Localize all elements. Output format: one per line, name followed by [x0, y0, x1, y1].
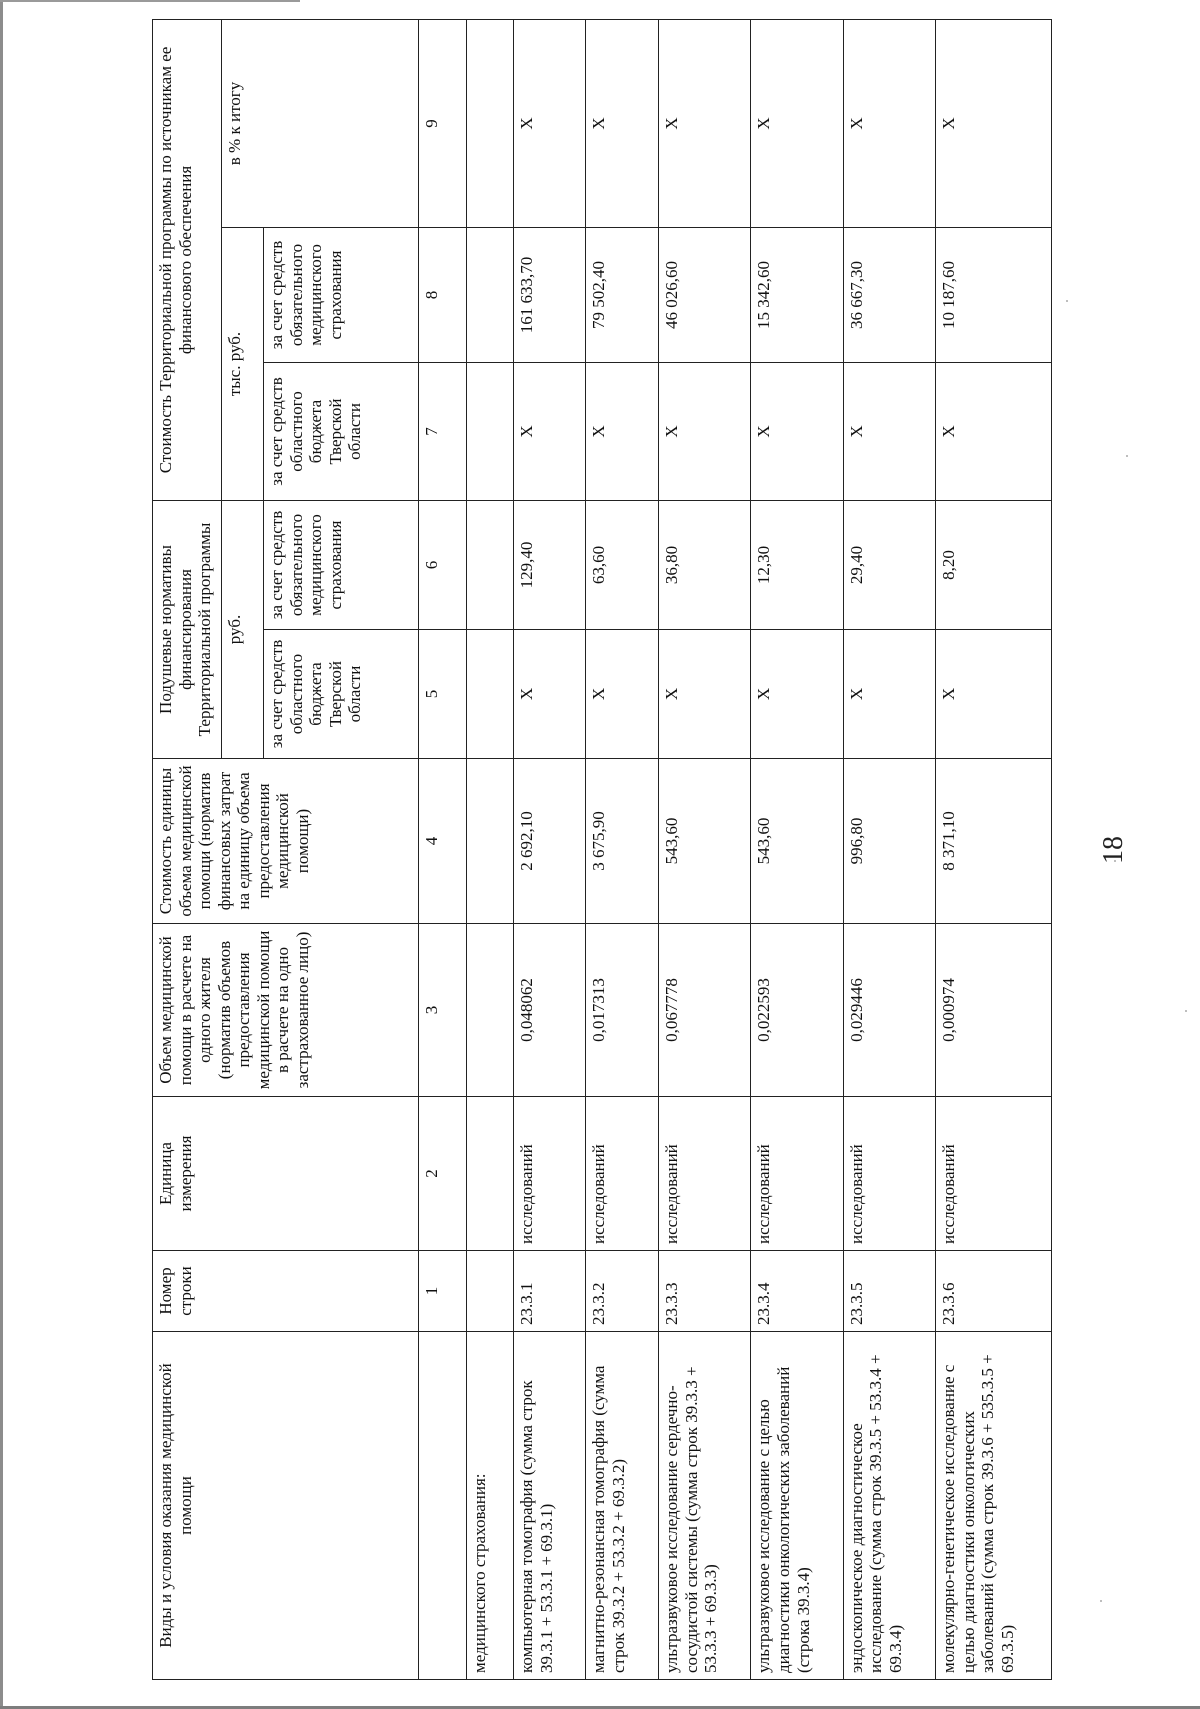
section-empty-cell — [466, 362, 513, 500]
header-pc-oms: за счет средств обязательного медицинского страхования — [263, 500, 418, 629]
header-pc-budget: за счет средств областного бюджета Тверской области — [263, 630, 418, 759]
row-tc-budget: X — [513, 362, 585, 500]
table-row — [513, 19, 585, 1679]
header-percent: в % к итогу — [221, 19, 419, 227]
row-volume: 0,000974 — [936, 924, 1052, 1097]
row-name: ультразвуковое исследование сердечно-сосудистой системы (сумма строк 39.3.3 + 53.3.3 + 69.3.3) — [658, 1332, 750, 1680]
column-number-cell: 6 — [419, 500, 466, 629]
section-empty-cell — [466, 924, 513, 1097]
tariff-table — [152, 19, 1052, 1680]
row-tc-budget: X — [586, 362, 658, 500]
column-number-cell: 3 — [419, 924, 466, 1097]
section-empty-cell — [466, 227, 513, 362]
row-volume: 0,017313 — [586, 924, 658, 1097]
row-unit: исследований — [751, 1097, 843, 1251]
row-unit-cost: 543,60 — [751, 759, 843, 924]
row-tc-oms: 10 187,60 — [936, 227, 1052, 362]
column-number-cell: 1 — [419, 1251, 466, 1332]
row-volume: 0,022593 — [751, 924, 843, 1097]
row-unit: исследований — [513, 1097, 585, 1251]
row-percent: X — [658, 19, 750, 227]
row-unit-cost: 2 692,10 — [513, 759, 585, 924]
column-number-cell — [419, 1332, 466, 1680]
row-tc-oms: 46 026,60 — [658, 227, 750, 362]
row-percent: X — [936, 19, 1052, 227]
table-row — [751, 19, 843, 1679]
section-label: медицинского страхования: — [466, 1332, 513, 1680]
column-number-row — [419, 19, 466, 1679]
row-line-number: 23.3.2 — [586, 1251, 658, 1332]
section-empty-cell — [466, 759, 513, 924]
header-kinds: Виды и условия оказания медицинской помощи — [153, 1332, 419, 1680]
row-pc-oms: 63,60 — [586, 500, 658, 629]
section-empty-cell — [466, 630, 513, 759]
row-unit-cost: 3 675,90 — [586, 759, 658, 924]
row-pc-oms: 36,80 — [658, 500, 750, 629]
row-pc-oms: 12,30 — [751, 500, 843, 629]
row-tc-budget: X — [843, 362, 935, 500]
row-line-number: 23.3.6 — [936, 1251, 1052, 1332]
header-unit-cost: Стоимость единицы объема медицинской помощи (норматив финансовых затрат на единицу объема предоставления медицинской помощи) — [153, 759, 419, 924]
header-tc-budget: за счет средств областного бюджета Тверской области — [263, 362, 418, 500]
row-unit-cost: 996,80 — [843, 759, 935, 924]
row-tc-budget: X — [936, 362, 1052, 500]
column-number-cell: 9 — [419, 19, 466, 227]
table-row — [936, 19, 1052, 1679]
header-unit: Единица измерения — [153, 1097, 419, 1251]
row-tc-oms: 161 633,70 — [513, 227, 585, 362]
row-pc-budget: X — [843, 630, 935, 759]
table-row — [658, 19, 750, 1679]
row-percent: X — [586, 19, 658, 227]
row-line-number: 23.3.1 — [513, 1251, 585, 1332]
row-pc-oms: 129,40 — [513, 500, 585, 629]
header-unit-rub: руб. — [221, 500, 263, 758]
section-empty-cell — [466, 500, 513, 629]
row-pc-budget: X — [513, 630, 585, 759]
column-number-cell: 2 — [419, 1097, 466, 1251]
row-pc-budget: X — [936, 630, 1052, 759]
row-unit-cost: 8 371,10 — [936, 759, 1052, 924]
section-empty-cell — [466, 19, 513, 227]
row-unit: исследований — [843, 1097, 935, 1251]
row-pc-budget: X — [586, 630, 658, 759]
section-empty-cell — [466, 1251, 513, 1332]
scan-left-edge — [0, 0, 3, 1709]
row-line-number: 23.3.4 — [751, 1251, 843, 1332]
row-tc-budget: X — [751, 362, 843, 500]
row-unit-cost: 543,60 — [658, 759, 750, 924]
header-per-capita: Подушевые нормативы финансирования Территориальной программы — [153, 500, 222, 758]
column-number-cell: 5 — [419, 630, 466, 759]
row-pc-oms: 29,40 — [843, 500, 935, 629]
row-volume: 0,048062 — [513, 924, 585, 1097]
row-name: компьютерная томография (сумма строк 39.3.1 + 53.3.1 + 69.3.1) — [513, 1332, 585, 1680]
page-number: 18 — [1098, 836, 1129, 864]
row-percent: X — [751, 19, 843, 227]
row-percent: X — [843, 19, 935, 227]
row-unit: исследований — [586, 1097, 658, 1251]
row-tc-budget: X — [658, 362, 750, 500]
header-volume: Объем медицинской помощи в расчете на одного жителя (норматив объемов предоставления медицинской помощи в расчете на одно застрахованное лицо) — [153, 924, 419, 1097]
scan-top-edge — [0, 0, 300, 2]
row-pc-budget: X — [751, 630, 843, 759]
section-row — [466, 19, 513, 1679]
header-line-number: Номер строки — [153, 1251, 419, 1332]
section-empty-cell — [466, 1097, 513, 1251]
header-program-cost: Стоимость Территориальной программы по источникам ее финансового обеспечения — [153, 19, 222, 500]
header-unit-thousand-rub: тыс. руб. — [221, 227, 263, 500]
rotated-page — [152, 20, 1200, 1680]
table-row — [843, 19, 935, 1679]
row-line-number: 23.3.3 — [658, 1251, 750, 1332]
row-name: магнитно-резонансная томография (сумма строк 39.3.2 + 53.3.2 + 69.3.2) — [586, 1332, 658, 1680]
row-pc-oms: 8,20 — [936, 500, 1052, 629]
header-row-1 — [153, 19, 222, 1679]
header-tc-oms: за счет средств обязательного медицинского страхования — [263, 227, 418, 362]
row-unit: исследований — [936, 1097, 1052, 1251]
column-number-cell: 7 — [419, 362, 466, 500]
row-tc-oms: 15 342,60 — [751, 227, 843, 362]
column-number-cell: 8 — [419, 227, 466, 362]
column-number-cell: 4 — [419, 759, 466, 924]
row-tc-oms: 79 502,40 — [586, 227, 658, 362]
row-tc-oms: 36 667,30 — [843, 227, 935, 362]
row-volume: 0,067778 — [658, 924, 750, 1097]
row-line-number: 23.3.5 — [843, 1251, 935, 1332]
row-percent: X — [513, 19, 585, 227]
row-volume: 0,029446 — [843, 924, 935, 1097]
table-row — [586, 19, 658, 1679]
row-name: ультразвуковое исследование с целью диагностики онкологических заболеваний (строка 39.3.4) — [751, 1332, 843, 1680]
row-pc-budget: X — [658, 630, 750, 759]
row-name: молекулярно-генетическое исследование с целью диагностики онкологических заболеваний (сумма строк 39.3.6 + 535.3.5 + 69.3.5) — [936, 1332, 1052, 1680]
row-unit: исследований — [658, 1097, 750, 1251]
row-name: эндоскопическое диагностическое исследование (сумма строк 39.3.5 + 53.3.4 + 69.3.4) — [843, 1332, 935, 1680]
